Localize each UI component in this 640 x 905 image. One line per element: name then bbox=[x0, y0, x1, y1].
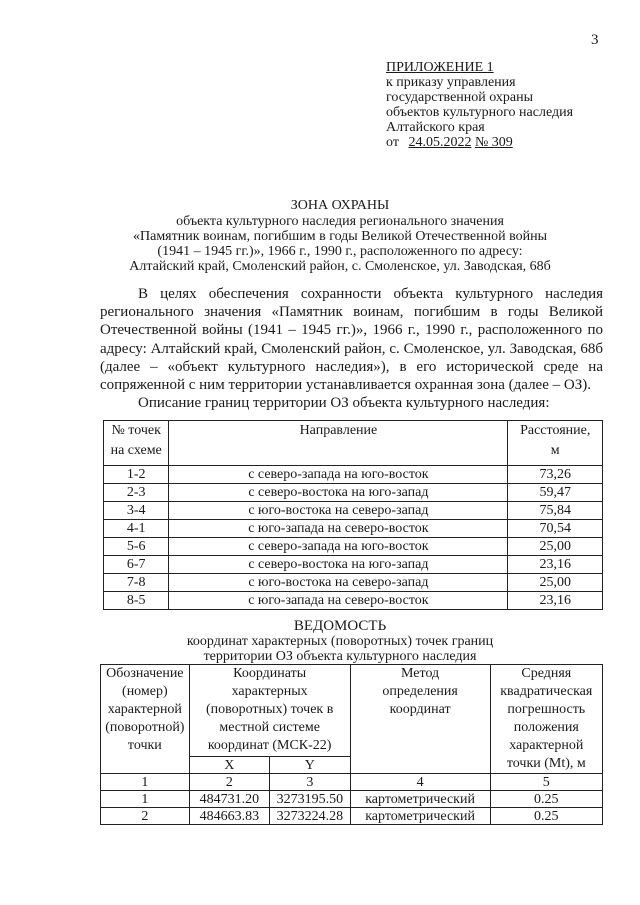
cell-direction: с юго-запада на северо-восток bbox=[169, 592, 508, 610]
cell-direction: с северо-запада на юго-восток bbox=[169, 538, 508, 556]
cell-direction: с северо-востока на юго-запад bbox=[169, 556, 508, 574]
header-text: Метод bbox=[401, 666, 440, 681]
numbering-row bbox=[101, 774, 603, 791]
cell-distance: 23,16 bbox=[508, 556, 603, 574]
cell-method: картометрический bbox=[350, 808, 490, 825]
zone-line: объекта культурного наследия регионального значения bbox=[176, 214, 504, 229]
body-paragraph: Описание границ территории ОЗ объекта культурного наследия: bbox=[138, 395, 550, 412]
boundary-table bbox=[103, 420, 603, 610]
header-text: характерной bbox=[509, 738, 584, 753]
cell-id: 1 bbox=[101, 791, 190, 808]
cell-points: 4-1 bbox=[104, 520, 169, 538]
vedomost-line: территории ОЗ объекта культурного наследия bbox=[203, 649, 477, 664]
cell-distance: 70,54 bbox=[508, 520, 603, 538]
header-text: характерных bbox=[231, 684, 308, 699]
header-text: (номер) bbox=[122, 684, 168, 699]
header-text: Координаты bbox=[233, 666, 307, 681]
cell-error: 0.25 bbox=[490, 808, 602, 825]
header-text: местной системе bbox=[219, 720, 320, 735]
cell-distance: 75,84 bbox=[508, 502, 603, 520]
body-paragraph: В целях обеспечения сохранности объекта культурного наследия регионального значения «Памятник воинам, погибшим в годы Великой Отечественной войны (1941 – 1945 гг.)», 1966 г., 1990 г., расположенного по адресу: Алтайский край, Смоленский район, с. Смоленское, ул. Заводская, 68б (далее – «объект культурного наследия»), в его исторической среде на сопряженной с ним территории устанавливается охранная зона (далее – ОЗ). bbox=[100, 286, 603, 394]
cell-direction: с северо-востока на юго-запад bbox=[169, 484, 508, 502]
cell-points: 3-4 bbox=[104, 502, 169, 520]
table-header-row bbox=[101, 665, 603, 757]
header-method bbox=[350, 665, 490, 774]
order-number: № 309 bbox=[474, 135, 513, 150]
cell-error: 0.25 bbox=[490, 791, 602, 808]
numbering-cell: 1 bbox=[101, 774, 190, 791]
header-coordinates bbox=[189, 665, 350, 757]
table-row bbox=[104, 592, 603, 610]
header-text: точки (Mt), м bbox=[506, 756, 586, 771]
cell-x: 484663.83 bbox=[189, 808, 269, 825]
header-text: № точек bbox=[111, 423, 161, 438]
header-text: (поворотных) точек в bbox=[205, 702, 334, 717]
body-text bbox=[100, 285, 603, 412]
numbering-cell: 3 bbox=[270, 774, 351, 791]
cell-points: 5-6 bbox=[104, 538, 169, 556]
zone-title: ЗОНА ОХРАНЫ bbox=[290, 198, 390, 213]
header-text: точки bbox=[127, 738, 162, 753]
cell-distance: 25,00 bbox=[508, 574, 603, 592]
cell-points: 6-7 bbox=[104, 556, 169, 574]
table-header-row bbox=[104, 421, 603, 466]
order-date: 24.05.2022 bbox=[408, 135, 472, 150]
table-row bbox=[104, 466, 603, 484]
header-direction: Направление bbox=[169, 421, 508, 466]
cell-x: 484731.20 bbox=[189, 791, 269, 808]
cell-distance: 59,47 bbox=[508, 484, 603, 502]
appendix-date-line bbox=[386, 135, 573, 150]
zone-line: (1941 – 1945 гг.)», 1966 г., 1990 г., расположенного по адресу: bbox=[157, 244, 523, 259]
header-text: координат bbox=[389, 702, 451, 717]
appendix-line: к приказу управления bbox=[386, 75, 516, 90]
appendix-line: государственной охраны bbox=[386, 90, 534, 105]
header-designation bbox=[101, 665, 190, 774]
table-row bbox=[104, 520, 603, 538]
numbering-cell: 5 bbox=[490, 774, 602, 791]
header-text: квадратическая bbox=[500, 684, 593, 699]
header-text: Расстояние, bbox=[520, 423, 591, 438]
cell-distance: 25,00 bbox=[508, 538, 603, 556]
header-text: положения bbox=[513, 720, 579, 735]
header-text: м bbox=[550, 443, 560, 458]
cell-points: 7-8 bbox=[104, 574, 169, 592]
table-row bbox=[104, 574, 603, 592]
cell-direction: с юго-востока на северо-запад bbox=[169, 502, 508, 520]
appendix-line: объектов культурного наследия bbox=[386, 105, 574, 120]
coordinates-table bbox=[100, 664, 603, 825]
cell-points: 8-5 bbox=[104, 592, 169, 610]
cell-distance: 23,16 bbox=[508, 592, 603, 610]
vedomost-subtitle bbox=[60, 634, 620, 664]
table-row bbox=[104, 556, 603, 574]
vedomost-title: ВЕДОМОСТЬ bbox=[293, 618, 387, 634]
header-y: Y bbox=[270, 757, 351, 774]
table-row bbox=[104, 484, 603, 502]
cell-points: 2-3 bbox=[104, 484, 169, 502]
cell-y: 3273195.50 bbox=[270, 791, 351, 808]
cell-y: 3273224.28 bbox=[270, 808, 351, 825]
cell-direction: с северо-запада на юго-восток bbox=[169, 466, 508, 484]
header-text: Средняя bbox=[521, 666, 572, 681]
header-distance bbox=[508, 421, 603, 466]
cell-points: 1-2 bbox=[104, 466, 169, 484]
from-prefix: от bbox=[386, 135, 399, 150]
cell-method: картометрический bbox=[350, 791, 490, 808]
vedomost-line: координат характерных (поворотных) точек границ bbox=[186, 634, 494, 649]
cell-id: 2 bbox=[101, 808, 190, 825]
zone-line: «Памятник воинам, погибшим в годы Великой Отечественной войны bbox=[133, 229, 547, 244]
header-text: координат (МСК-22) bbox=[207, 738, 332, 753]
header-error bbox=[490, 665, 602, 774]
appendix-line: Алтайского края bbox=[386, 120, 485, 135]
header-x: X bbox=[189, 757, 269, 774]
header-text: Обозначение bbox=[106, 666, 184, 681]
page-number: 3 bbox=[591, 32, 599, 48]
zone-line: Алтайский край, Смоленский район, с. Смоленское, ул. Заводская, 68б bbox=[129, 259, 551, 274]
appendix-block bbox=[386, 60, 573, 150]
table-row bbox=[104, 502, 603, 520]
header-text: (поворотной) bbox=[105, 720, 185, 735]
header-text: на схеме bbox=[110, 443, 162, 458]
numbering-cell: 4 bbox=[350, 774, 490, 791]
cell-direction: с юго-востока на северо-запад bbox=[169, 574, 508, 592]
header-points bbox=[104, 421, 169, 466]
table-row bbox=[101, 791, 603, 808]
table-row bbox=[104, 538, 603, 556]
header-text: погрешность bbox=[507, 702, 586, 717]
header-text: характерной bbox=[107, 702, 182, 717]
cell-distance: 73,26 bbox=[508, 466, 603, 484]
zone-subtitle bbox=[60, 214, 620, 274]
header-text: определения bbox=[382, 684, 458, 699]
appendix-title: ПРИЛОЖЕНИЕ 1 bbox=[386, 60, 494, 75]
numbering-cell: 2 bbox=[189, 774, 269, 791]
table-row bbox=[101, 808, 603, 825]
cell-direction: с юго-запада на северо-восток bbox=[169, 520, 508, 538]
